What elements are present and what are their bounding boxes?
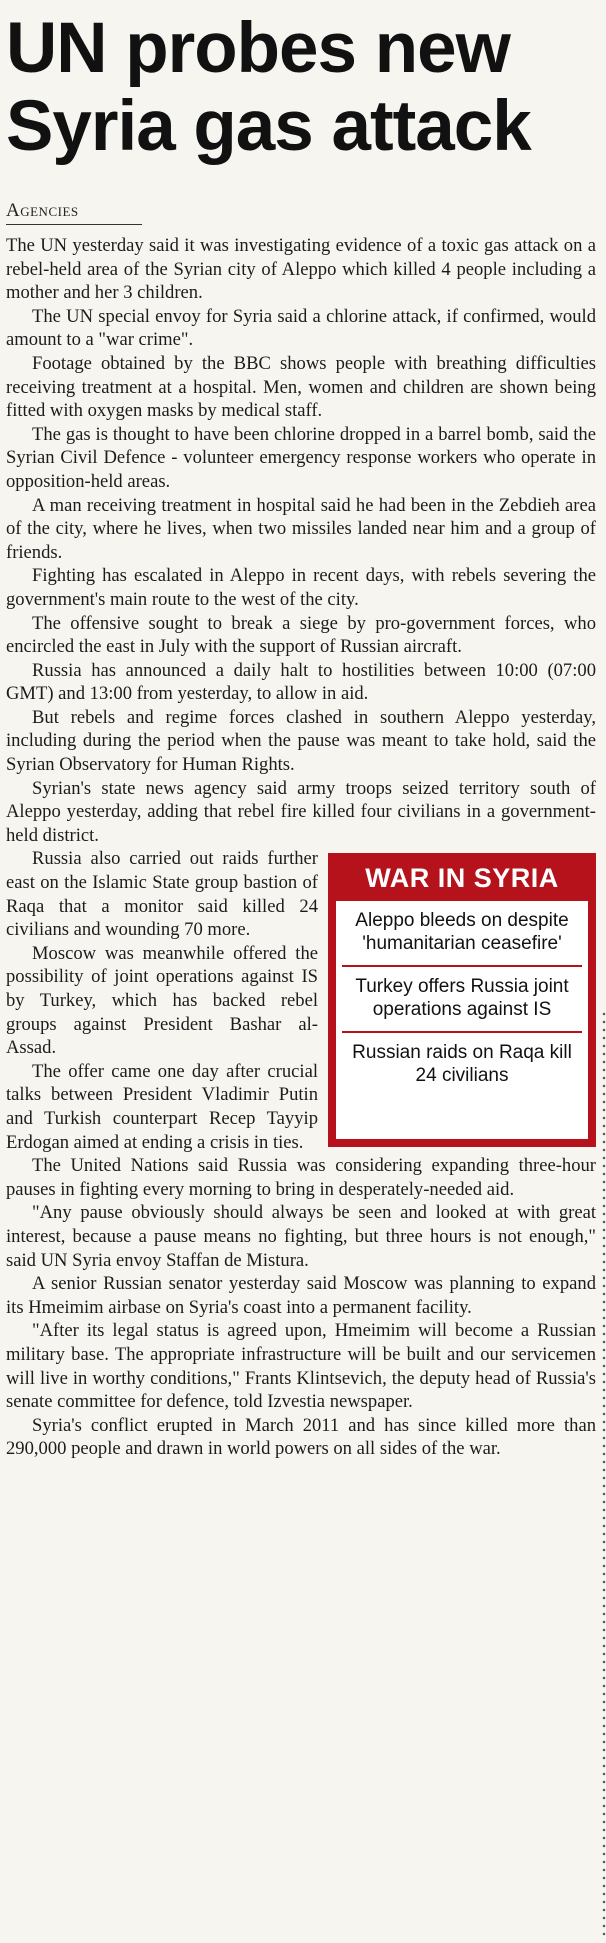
article-paragraph: But rebels and regime forces clashed in southern Aleppo yesterday, including during the period when the pause was meant to take hold, said the Syrian Observatory for Human Rights. <box>6 706 596 776</box>
sidebar-headline-aleppo: Aleppo bleeds on despite 'humanitarian ceasefire' <box>342 901 582 967</box>
article-paragraph: The UN special envoy for Syria said a chlorine attack, if confirmed, would amount to a "war crime". <box>6 305 596 351</box>
article-paragraph: The offensive sought to break a siege by pro-government forces, who encircled the east in July with the support of Russian aircraft. <box>6 612 596 658</box>
article-paragraph: "After its legal status is agreed upon, Hmeimim will become a Russian military base. The appropriate infrastructure will be built and our servicemen will live in worthy conditions," Frants Klintsevich, the deputy head of Russia's senate committee for defence, told Izvestia newspaper. <box>6 1320 596 1413</box>
article-paragraph: A senior Russian senator yesterday said Moscow was planning to expand its Hmeimim airbase on Syria's coast into a permanent facility. <box>6 1273 596 1318</box>
article-paragraph <box>6 777 596 848</box>
byline-divider <box>6 224 142 225</box>
article-paragraph: "Any pause obviously should always be seen and looked at with great interest, because a pause means no fighting, but three hours is not enough," said UN Syria envoy Staffan de Mistura. <box>6 1202 596 1271</box>
article-paragraph: Moscow was meanwhile offered the possibility of joint operations against IS by Turkey, which has backed rebel groups against President Bashar al-Assad. <box>6 942 318 1059</box>
headline <box>0 0 606 166</box>
headline-line-1: UN probes new <box>6 9 510 88</box>
article-paragraph: The UN yesterday said it was investigating evidence of a toxic gas attack on a rebel-held area of the Syrian city of Aleppo which killed 4 people including a mother and her 3 children. <box>6 235 596 304</box>
sidebar-title: WAR IN SYRIA <box>336 861 588 901</box>
article-paragraph: Fighting has escalated in Aleppo in recent days, with rebels severing the government's main route to the west of the city. <box>6 565 596 610</box>
article-paragraph: Footage obtained by the BBC shows people with breathing difficulties receiving treatment at a hospital. Men, women and children are shown being fitted with oxygen masks by medical staff. <box>6 352 596 422</box>
article-paragraph: A man receiving treatment in hospital said he had been in the Zebdieh area of the city, where he lives, when two missiles landed near him and a group of friends. <box>6 494 596 563</box>
paragraph-text: Syrian's state news agency said army troops seized territory south of Aleppo yesterday, adding that rebel fire killed four civilians in a government-held district. <box>6 777 596 846</box>
column-dotted-rule <box>602 1010 606 1940</box>
war-in-syria-box <box>328 853 596 1147</box>
headline-line-2: Syria gas attack <box>6 87 531 166</box>
article-paragraph: The offer came one day after crucial talks between President Vladimir Putin and Turkish counterpart Recep Tayyip Erdogan aimed at ending a crisis in ties. <box>6 1060 318 1153</box>
sidebar-headline-turkey: Turkey offers Russia joint operations against IS <box>342 967 582 1033</box>
article-paragraph: Russia has announced a daily halt to hostilities between 10:00 (07:00 GMT) and 13:00 from yesterday, to allow in aid. <box>6 659 596 705</box>
article-paragraph: The gas is thought to have been chlorine dropped in a barrel bomb, said the Syrian Civil Defence - volunteer emergency response workers who operate in opposition-held areas. <box>6 423 596 492</box>
article-body <box>6 234 596 1461</box>
sidebar-headline-raqa: Russian raids on Raqa kill 24 civilians <box>352 1042 572 1087</box>
article-paragraph: Syria's conflict erupted in March 2011 and has since killed more than 290,000 people and drawn in world powers on all sides of the war. <box>6 1414 596 1460</box>
article-paragraph: The United Nations said Russia was considering expanding three-hour pauses in fighting every morning to bring in desperately-needed aid. <box>6 1155 596 1200</box>
byline: Agencies <box>6 200 79 221</box>
article-paragraph: Russia also carried out raids further east on the Islamic State group bastion of Raqa that a monitor said killed 24 civilians and wounding 70 more. <box>6 848 318 941</box>
